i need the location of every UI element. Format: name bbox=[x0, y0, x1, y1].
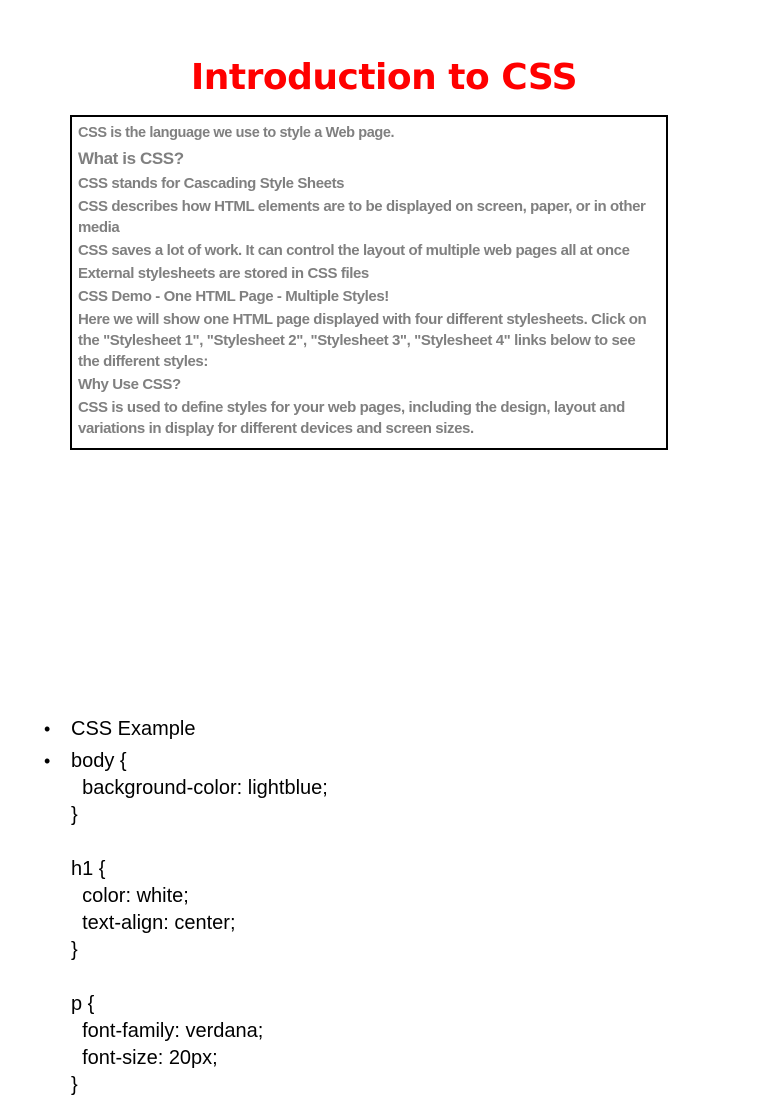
bullet-item-css-example bbox=[44, 716, 724, 743]
bullet-text: CSS Example bbox=[71, 718, 196, 740]
box-line-why-use-css: Why Use CSS? bbox=[78, 376, 181, 393]
bullet-list bbox=[44, 716, 724, 1104]
box-line-external-stylesheets: External stylesheets are stored in CSS files bbox=[78, 265, 369, 282]
bullet-item-css-code bbox=[44, 748, 724, 1099]
bullet-icon: • bbox=[44, 751, 51, 771]
box-line-define-styles: CSS is used to define styles for your web pages, including the design, layout and variations in display for different devices and screen sizes. bbox=[78, 399, 625, 437]
slide-title: Introduction to CSS bbox=[190, 57, 578, 98]
box-heading-what-is-css: What is CSS? bbox=[78, 149, 184, 168]
css-code-sample: body { background-color: lightblue; } h1 { color: white; text-align: center; } p { font-family: verdana; font-size: 20px; } bbox=[71, 750, 328, 1096]
content-box bbox=[70, 115, 668, 450]
box-line-describes: CSS describes how HTML elements are to be displayed on screen, paper, or in other media bbox=[78, 198, 646, 236]
box-line-demo-description: Here we will show one HTML page displayed with four different stylesheets. Click on the "Stylesheet 1", "Stylesheet 2", "Stylesheet 3", "Stylesheet 4" links below to see the different styles: bbox=[78, 311, 647, 370]
box-line-css-demo: CSS Demo - One HTML Page - Multiple Styles! bbox=[78, 288, 389, 305]
box-line-intro: CSS is the language we use to style a Web page. bbox=[78, 125, 395, 141]
box-line-saves-work: CSS saves a lot of work. It can control the layout of multiple web pages all at once bbox=[78, 242, 630, 259]
box-line-stands-for: CSS stands for Cascading Style Sheets bbox=[78, 175, 345, 192]
bullet-icon: • bbox=[44, 719, 51, 739]
